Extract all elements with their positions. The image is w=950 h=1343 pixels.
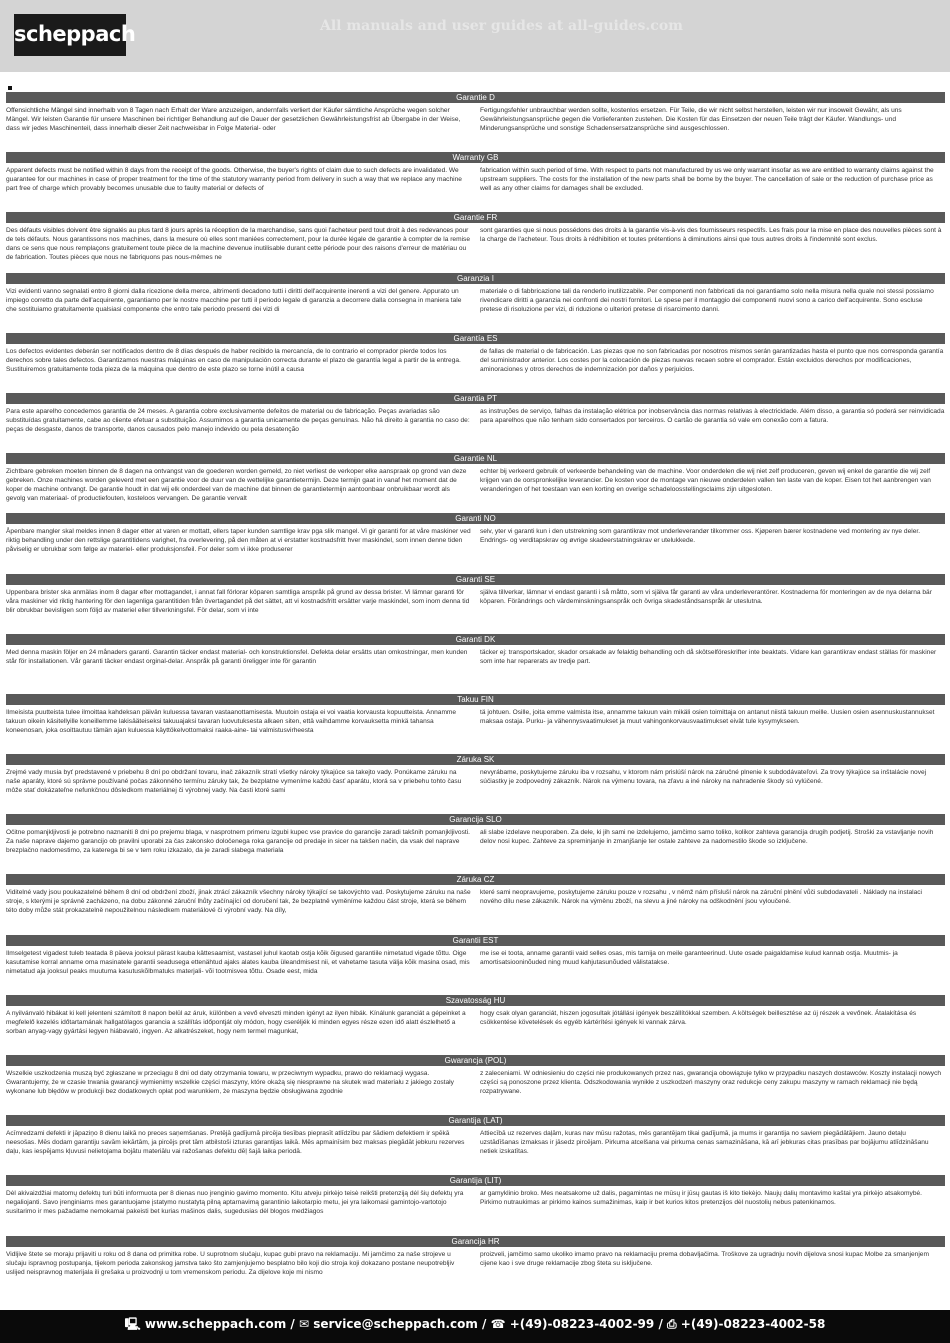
warranty-section [6, 1236, 945, 1296]
section-title: Szavatosság HU [6, 995, 945, 1006]
section-text-right: täcker ej: transportskador, skador orsakade av felaktig behandling och då skötselföreskrifter inte beaktats. Vidare kan garantikrav endast ställas för maskiner som inte har reparerats av tredje part. [480, 648, 937, 665]
section-body [6, 344, 945, 387]
section-body [6, 284, 945, 327]
warranty-section [6, 92, 945, 152]
section-body [6, 1006, 945, 1049]
section-title: Garancija SLO [6, 814, 945, 825]
section-body [6, 524, 945, 567]
section-text-left: Zichtbare gebreken moeten binnen de 8 dagen na ontvangst van de goederen worden gemeld, zo niet verliest de verkoper elke aanspraak op grond van deze gebreken. Onze machines worden geleverd met een garantie voor de duur van de wettelijke garantietermijn. Deze termijn gaat in vanaf het moment dat de koper de machine ontvangt. De garantie houdt in dat wij elk onderdeel van de machine dat binnen de garantietermijn aantoonbaar onbruikbaar wordt als gevolg van materiaal- of productiefouten, kosteloos vervangen. De garantie vervalt [6, 468, 467, 503]
section-text-left: Los defectos evidentes deberán ser notificados dentro de 8 días después de haber recibido la mercancía, de lo contrario el comprador pierde todos los derechos sobre tales defectos. Garantizamos nuestras máquinas en caso de manipulación correcta durante el plazo de garantía legal a partir de la entrega. Sustituiremos gratuitamente toda pieza de la máquina que dentro de este plazo se torne inútil a causa [6, 347, 461, 373]
section-text-left: Dėl akivaizdžiai matomų defektų turi būti informuota per 8 dienas nuo įrenginio gavimo momento. Kitu atveju pirkėjo teisė reikšti pretenziją dėl šių defektų yra negaliojanti. Savo įrenginiams mes garantuojame įstatymo nustatytą pilną aptarnavimą garantinio laikotarpio metu, jei yra laikomasi gamintojo-vartotojo susitarimo ir mes pažadame nemokamai pakeisti bet kurias mašinos dalis, sugedusias dėl blogos medžiagos [6, 1190, 464, 1216]
section-title: Záruka SK [6, 754, 945, 765]
section-text-left: Vidljive štete se moraju prijaviti u roku od 8 dana od primitka robe. U suprotnom slučaju, kupac gubi pravo na reklamaciju. Mi jamčimo za naše strojeve u slučaju ispravnog postupanja, tijekom perioda zakonskog jamstva tako što zamjenjujemo besplatno bilo koji dio stroja koji dokazano postane neupotrebljiv uslijed neispravnog materijala ili grešaka u proizvodnji u tom vremenskom periodu. Za dijelove koje mi nismo [6, 1250, 455, 1276]
section-text-right: které sami neopravujeme, poskytujeme záruku pouze v rozsahu , v němž nám přísluší nárok na záruční plnění vůči subdodavateli . Náklady na instalaci nového dílu nese zákazník. Nárok na výměnu zboží, na slevu a jiné nároky na odškodnění jsou vyloučené. [480, 889, 923, 906]
warranty-section [6, 754, 945, 814]
section-text-left: A nyilvánvaló hibákat ki kell jelenteni számított 8 napon belül az áruk, különben a vevő elveszti minden igényt az ilyen hibák. Kínálunk garanciát a gépeinket a megfelelő kezelés időtartamának hallgatólagos garancia a szállítás időpontját oly módon, hogy cseréljék ki minden egyes része ezen idő alatt észlelhető a sorban anyag-vagy gyártási legyen hiábavaló, ingyen. Az alkatrészeket, hogy nem termel magunkat, [6, 1009, 466, 1035]
section-title: Garantija (LAT) [6, 1115, 945, 1126]
section-text-left: Åpenbare mangler skal meldes innen 8 dager etter at varen er mottatt, ellers taper kunden samtlige krav pga slik mangel. Vi gir garanti for at våre maskiner ved riktig behandling under den rettslige garantitidens varighet, fra overlevering, på den måten at vi erstatter kostnadsfritt hver maskindel, som innen denne tiden påviselig er ubrukbar som følge av materiel- eller produksjonsfeil. For deler som vi ikke produserer [6, 528, 471, 554]
warranty-section [6, 574, 945, 634]
warranty-section [6, 393, 945, 453]
section-body [6, 404, 945, 447]
section-body [6, 705, 945, 748]
footer-fax: +(49)-08223-4002-58 [680, 1317, 826, 1331]
section-text-left: Med denna maskin följer en 24 månaders garanti. Garantin täcker endast material- och konstruktionsfel. Defekta delar ersätts utan omkostningar, men kunden står för installationen. Vår garanti täcker endast orginal-delar. Anspråk på garanti öreligger inte för garantin [6, 648, 468, 665]
section-title: Garantie D [6, 92, 945, 103]
section-text-left: Acīmredzami defekti ir jāpaziņo 8 dienu laikā no preces saņemšanas. Pretējā gadījumā pircēja tiesības pieprasīt atlīdzību par šādiem defektiem ir spēkā neesošas. Mēs dodam garantiju savām iekārtām, ja pircējs pret tām atbilstoši izturas garantijas laikā. Mēs apmainīsim bez maksas piegādāt jebkuru rezerves daļu, kas iespējams kļuvusi nelietojama bojātu materiālu vai ražošanas defektu dēļ šajā laika periodā. [6, 1130, 465, 1156]
section-text-right: hogy csak olyan garanciát, hiszen jogosultak jótállási igények beszállítókkal szemben. A költségek beillesztése az új részek a vevőnek. Átalakítása és csökkentése követelések és egyéb kártérítési igények ki vannak zárva. [480, 1009, 917, 1026]
section-title: Garantii EST [6, 935, 945, 946]
section-title: Garanti SE [6, 574, 945, 585]
section-text-right: de fallas de material o de fabricación. Las piezas que no son fabricadas por nosotros mismos serán garantizadas hasta el punto que nos corresponda garantía del suministrador anterior. Los costes por la colocación de piezas nuevas recaen sobre el comprador. Están excluidos derechos por modificaciones, aminoraciones y otros derechos de indemnización por daños y perjuicios. [480, 347, 944, 373]
mail-icon: ✉ [298, 1317, 314, 1331]
section-body [6, 163, 945, 206]
section-title: Garantie FR [6, 212, 945, 223]
section-text-right: me ise ei toota, anname garantii vaid selles osas, mis tarnija on meile garanteerinud. Uute osade paigaldamise kulud kannab ostja. Muutmis- ja amortisatsiooninõuded ning muud kahjutasunõuded välistatakse. [480, 949, 898, 966]
footer-phone: +(49)-08223-4002-99 [509, 1317, 655, 1331]
warranty-section [6, 513, 945, 573]
section-body [6, 585, 945, 628]
section-body [6, 1066, 945, 1109]
section-body [6, 645, 945, 688]
section-body [6, 765, 945, 808]
section-text-left: Ilmeisista puutteista tulee ilmoittaa kahdeksan päivän kuluessa tavaran vastaanottamisesta. Muutoin ostaja ei voi vaatia korvausta kopuutteista. Annamme takuun oikein käsitellyille koneillemme lakisääteiseksi takuuajaksi tavaran luovutuksesta alkaen siten, että vaihdamme korvauksetta minkä tahansa koneenosan, joka osoittautuu tämän ajan kuluessa käyttökelvottomaksi raaka-aine- tai valmistusvirheesta [6, 708, 457, 734]
warranty-section [6, 453, 945, 513]
footer-web[interactable]: www.scheppach.com [144, 1317, 287, 1331]
footer-email[interactable]: service@scheppach.com [313, 1317, 478, 1331]
section-title: Garantija (LIT) [6, 1175, 945, 1186]
section-body [6, 885, 945, 928]
section-body [6, 1126, 945, 1169]
section-body [6, 946, 945, 989]
scheppach-logo: scheppach [14, 14, 126, 56]
section-text-left: Des défauts visibles doivent être signalés au plus tard 8 jours après la réception de la marchandise, sans quoi l'acheteur perd tout droit à des redevances pour de tels défauts. Nous garantissons nos machines, dans la mesure où elles sont maniées correctement, pour la durée légale de garantie à compter de la remise dans ce sens que nous remplaçons gratuitement toute pièce de la machine devenue inutilisable durant cette période pour des raisons d'erreur de matériau ou de fabrication. Toutes pièces que nous ne fabriquons pas nous-mêmes ne [6, 227, 471, 262]
warranty-section [6, 935, 945, 995]
section-text-left: Viditelné vady jsou poukazatelné během 8 dní od obdržení zboží, jinak ztrácí zákazník všechny nároky týkající se takovýchto vad. Poskytujeme záruku na naše stroje, s kterými je správně zacházeno, na dobu zákonné záruční lhůty začínající od doručení tak, že bezplatně vyměníme každou část stroje, která se během této doby může stát prokazatelně nepoužitelnou následkem materiálové či výrobní vady. Na díly, [6, 889, 471, 915]
section-text-right: nevyrábame, poskytujeme záruku iba v rozsahu, v ktorom nám prislúší nárok na záručné plnenie k subdodávateľovi. Za trovy týkajúce sa inštalácie novej súčiastky je zodpovedný zákazník. Nárok na výmenu tovara, na zľavu a iné nároky na nahradenie škody sú vylúčené. [480, 769, 927, 786]
section-text-right: selv, yter vi garanti kun i den utstrekning som garantikrav mot underleverandør tilkommer oss. Kjøperen bærer kostnadene ved montering av nye deler. Endrings- og verditapskrav og øvrige skadeerstatningskrav er utelukkede. [480, 528, 921, 545]
warranty-section [6, 694, 945, 754]
section-text-left: Zrejmé vady musia byť predstavené v priebehu 8 dní po obdržaní tovaru, inač zákazník stratí všetky nároky týkajúce sa takejto vady. Ponúkame záruku na naše aparáty, ktoré sú správne používané počas zákonného termínu záruky tak, že bezplatne vymeníme každú časť aparátu, ktorá sa v priebehu tohto času môže stať dokázateľne nefunkčnou dôsledkom materiálnej či výrobnej vady. Na časti ktoré sami [6, 769, 462, 795]
section-title: Gwarancja (POL) [6, 1055, 945, 1066]
section-title: Garantia PT [6, 393, 945, 404]
section-title: Garanti DK [6, 634, 945, 645]
section-title: Garantía ES [6, 333, 945, 344]
watermark-text: All manuals and user guides at all-guides.com [320, 18, 683, 34]
warranty-sections [6, 92, 945, 1296]
section-text-left: Offensichtliche Mängel sind innerhalb von 8 Tagen nach Erhalt der Ware anzuzeigen, andernfalls verliert der Käufer sämtliche Ansprüche wegen solcher Mängel. Wir leisten Garantie für unsere Maschinen bei richtiger Behandlung auf die Dauer der gesetzlichen Gewährleistungsfrist ab Übergabe in der Weise, dass wir jedes Maschinenteil, dass innerhalb dieser Zeit nachweisbar in Folge Material- oder [6, 107, 461, 132]
section-title: Záruka CZ [6, 874, 945, 885]
fax-icon: ⎙ [667, 1317, 681, 1331]
section-body [6, 1186, 945, 1229]
top-bar [0, 0, 950, 72]
section-title: Warranty GB [6, 152, 945, 163]
contact-footer [0, 1310, 950, 1343]
phone-icon: ☎ [490, 1317, 510, 1331]
warranty-section [6, 152, 945, 212]
warranty-section [6, 634, 945, 694]
section-text-right: Fertigungsfehler unbrauchbar werden sollte, kostenlos ersetzen. Für Teile, die wir nicht selbst herstellen, leisten wir nur insoweit Gewähr, als uns Gewährleistungsansprüche gegen die Vorlieferanten zustehen. Die Kosten für das Einsetzen der neuen Teile trägt der Käufer. Wandlungs- und Minderungsansprüche und sonstige Schadensersatzansprüche sind ausgeschlossen. [480, 107, 902, 132]
section-body [6, 103, 945, 146]
section-title: Garancija HR [6, 1236, 945, 1247]
section-title: Garantie NL [6, 453, 945, 464]
section-text-right: Attiecībā uz rezerves daļām, kuras nav mūsu ražotas, mēs garantējam tikai gadījumā, ja mums ir garantija no saviem piegādātājiem. Jauno detaļu uzstādīšanas izmaksas ir jāsedz pircējam. Pirkuma atcelšana vai pirkuma cenas samazināšana, kā arī jebkuras citas prasības par bojājumu atlīdzināšanu netiek izskatītas. [480, 1130, 929, 1156]
section-text-left: Očitne pomanjkljivosti je potrebno naznaniti 8 dni po prejemu blaga, v nasprotnem primeru izgubi kupec vse pravice do garancije zaradi takšnih pomanjkljivosti. Za naše naprave dajemo garancijo ob pravilni uporabi za čas zakonsko določenega roka garancije od predaje in sicer na takšen način, da vsak del naprave brezplačno nadomestimo, za katerega bi se v tem roku izkazalo, da je zaradi slabega materiala [6, 829, 471, 855]
section-text-right: z zaleceniami. W odniesieniu do części nie produkowanych przez nas, gwarancja obowiązuje tylko w przypadku naszych dostawców. Koszty instalacji nowych części są ponoszone przez klienta. Odszkodowania wynikłe z uszkodzeń maszyny oraz redukcje ceny zakupu maszyny w ramach reklamacji nie będą rozpatrywane. [480, 1070, 942, 1095]
section-title: Garanti NO [6, 513, 945, 524]
footer-separator: / [286, 1317, 299, 1331]
warranty-section [6, 814, 945, 874]
section-body [6, 825, 945, 868]
section-title: Garanzia I [6, 273, 945, 284]
warranty-section [6, 1055, 945, 1115]
section-body [6, 1247, 945, 1290]
warranty-section [6, 333, 945, 393]
section-text-right: as instruções de serviço, falhas da instalação elétrica por inobservância das normas relativas à electricidade. Além disso, a garantia só poderá ser reinvidicada para aparelhos que não tenham sido consertados por terceiros. O cartão de garantia só vale em conexão com a fatura. [480, 407, 945, 424]
section-text-left: Vizi evidenti vanno segnalati entro 8 giorni dalla ricezione della merce, altrimenti decadono tutti i diritti dell'acquirente inerenti a vizi del genere. Appurato un impiego corretto da parte dell'acquirente, garantiamo per le nostre macchine per tutti il periodo legale di garanzia a decorrere dalla consegna in maniera tale che sostituiamo gratuitamente qualsiasi componente che entro tale periodo presenti dei vizi di [6, 287, 462, 313]
section-text-left: Apparent defects must be notified within 8 days from the receipt of the goods. Otherwise, the buyer's rights of claim due to such defects are invalidated. We guarantee for our machines in case of proper treatment for the time of the statutory warranty period from delivery in such a way that we replace any machine part free of charge which provably becomes unusable due to faulty material or defects of [6, 167, 462, 193]
section-text-left: Uppenbara brister ska anmälas inom 8 dagar efter mottagandet, i annat fall förlorar köparen samtliga anspråk på grund av dessa brister. Vi lämnar garanti för våra maskiner vid riktig hantering för den lagenliga garantitiden från övertagandet på det sättet, att vi kostnadsfritt ersätter varje maskindel, som inom denna tid blir obrukbar bevisligen som följd av materiel eller tillverkningsfel. För delar, som vi inte [6, 588, 470, 614]
computer-icon: 🖳 [124, 1317, 145, 1331]
section-text-right: tä johtuen. Osille, joita emme valmista itse, annamme takuun vain mikäli osien toimittaja on antanut niistä takuun meille. Uusien osien asennuskustannukset maksaa ostaja. Purku- ja vähennysvaatimukset ja muut vahingonkorvausvaatimukset eivät tule kysymykseen. [480, 708, 935, 725]
section-text-right: materiale o di fabbricazione tali da renderlo inutilizzabile. Per componenti non fabbricati da noi garantiamo solo nella misura nella quale noi stessi possiamo rivendicare diritti a garanzia nei confronti dei nostri fornitori. Le spese per il montaggio dei componenti nuovi sono a carico dell'acquirente. Sono escluse pretese di risoluzione per vizi, di riduzione o ulteriori pretese di risarcimento danni. [480, 287, 934, 313]
warranty-section [6, 1115, 945, 1175]
section-text-right: sont garanties que si nous possédons des droits à la garantie vis-à-vis des fournisseurs respectifs. Les frais pour la mise en place des nouvelles pièces sont à la charge de l'acheteur. Tous droits à rédhibition et toutes prétentions à diminutions ainsi que tous autres droits à l'indemnité sont exclus. [480, 227, 942, 244]
section-text-right: proizveli, jamčimo samo ukoliko imamo pravo na reklamaciju prema dobavljačima. Troškove za ugradnju novih dijelova snosi kupac Molbe za smanjenjem cijene kao i sve druge reklamacije zbog šteta su isključene. [480, 1250, 929, 1267]
warranty-section [6, 273, 945, 333]
section-text-left: Para este aparelho concedemos garantia de 24 meses. A garantia cobre exclusivamente defeitos de material ou de fabricação. Peças avariadas são substituídas gratuitamente, cabe ao cliente efetuar a substituição. Assumimos a garantia unicamente de peças genuínas. Não há direito à garantia no caso de: peças de desgaste, danos de transporte, danos causados pelo manejo indevido ou pela desatenção [6, 407, 470, 433]
section-text-left: Wszelkie uszkodzenia muszą być zgłaszane w przeciągu 8 dni od daty otrzymania towaru, w przeciwnym wypadku, prawo do reklamacji wygasa. Gwarantujemy, że w czasie trwania gwarancji wymienimy wszelkie części maszyny, które okażą się niesprawne na skutek wad materiału z jakiego zostały wykonane lub błędów w produkcji bez dodatkowych opłat pod warunkiem, że maszyna będzie obsługiwana zgodnie [6, 1070, 454, 1095]
warranty-section [6, 1175, 945, 1235]
section-text-right: echter bij verkeerd gebruik of verkeerde behandeling van de machine. Voor onderdelen die wij niet zelf produceren, geven wij enkel de garantie die wij zelf krijgen van de oorspronkelijke leverancier. De kosten voor de montage van nieuwe onderdelen vallen ten laste van de koper. Eisen tot het aanbrengen van veranderingen of het toestaan van een korting en overige schadeloosstellingsclaims zijn uitgesloten. [480, 468, 931, 494]
section-body [6, 464, 945, 507]
warranty-section [6, 995, 945, 1055]
section-body [6, 223, 945, 266]
section-text-right: själva tillverkar, lämnar vi endast garanti i så måtto, som vi själva får garanti av våra underleverantörer. Kostnaderna för monteringen av de nya delarna bär köparen. Förändrings och värdeminskningsanspråk och övriga skadeståndsanspråk är uteslutna. [480, 588, 932, 605]
section-text-right: ali slabe izdelave neuporaben. Za dele, ki jih sami ne izdelujemo, jamčimo samo toliko, kolikor zahteva garancija drugih podjetij. Stroški za vstavljanje novih delov nosi kupec. Zahteve za spreminjanje in zmanjšanje ter ostale zahteve za nadomestilo škode so izključene. [480, 829, 934, 846]
section-text-right: ar gamyklinio broko. Mes neatsakome už dalis, pagamintas ne mūsų ir jūsų gautas iš kito tiekėjo. Naujų dalių montavimo kaštai yra pirkėjo atsakomybė. Pirkimo nutraukimas ar pirkimo kainos sumažinimas, kaip ir bet kurios kitos pretenzijos dėl nuostolių nebus patenkinamos. [480, 1190, 922, 1207]
bullet-mark [8, 86, 12, 90]
footer-separator: / [654, 1317, 668, 1331]
section-title: Takuu FIN [6, 694, 945, 705]
section-text-right: fabrication within such period of time. With respect to parts not manufactured by us we only warrant insofar as we are entitled to warranty claims against the upstream suppliers. The costs for the installation of the new parts shall be borne by the buyer. The cancellation of sale or the reduction of purchase price as well as any other claims for damages shall be excluded. [480, 167, 934, 193]
section-text-left: Ilmselgetest vigadest tuleb teatada 8 päeva jooksul pärast kauba kättesaamist, vastasel juhul kaotab ostja kõik õigused garantiile nimetatud vigade tõttu. Oige kasutamise korral anname oma masinatele garantii seadusega ettenähtud ajaks alates kauba üleandmisest nii, et vahetame tasuta välja kõik masina osad, mis nimetatud aja jooksul peaks muutuma kasutuskõlbmatuks materjali- või tootmisvea tõttu. Osade eest, mida [6, 949, 470, 975]
footer-separator: / [477, 1317, 491, 1331]
warranty-section [6, 212, 945, 272]
warranty-section [6, 874, 945, 934]
